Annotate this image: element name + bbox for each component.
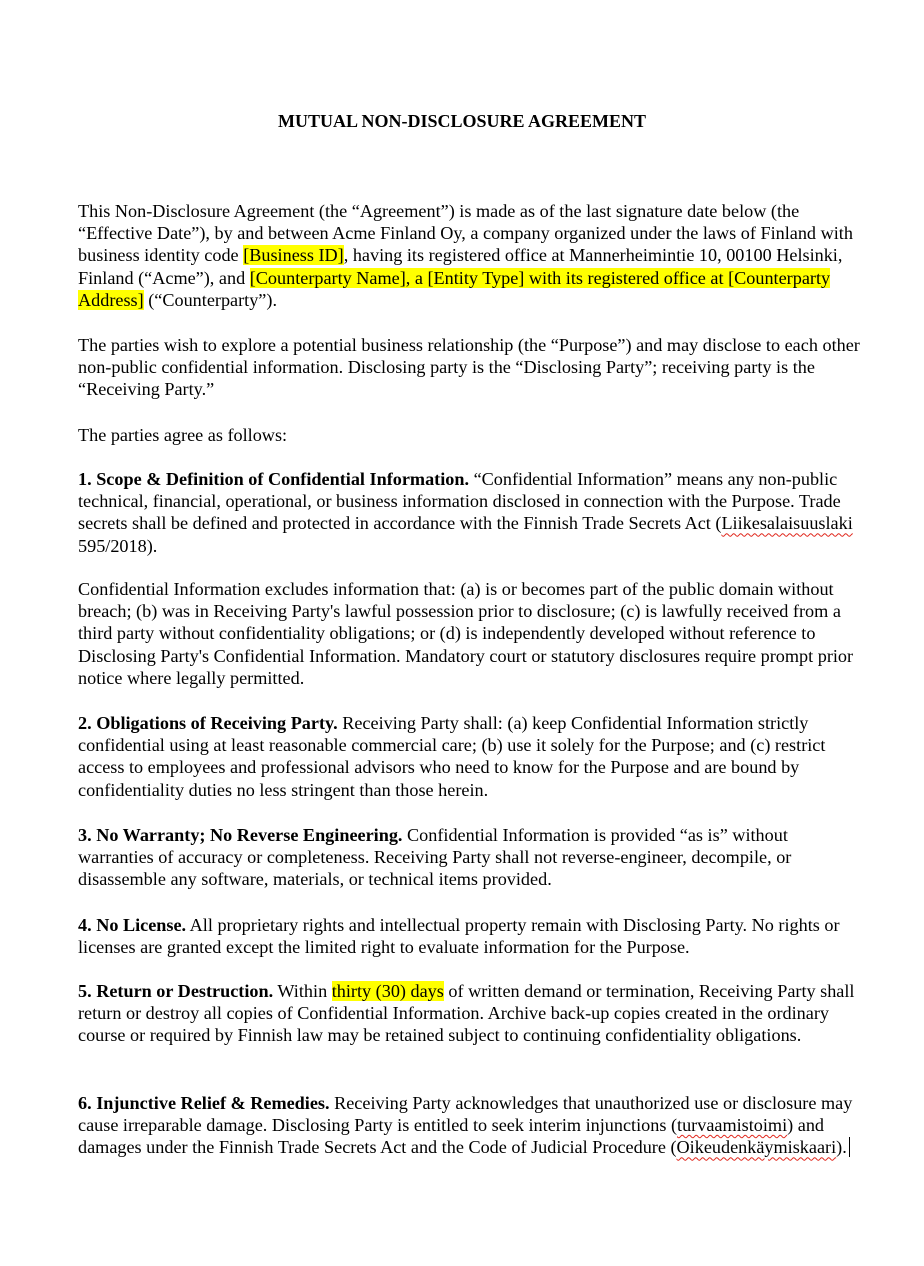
- section-6-text-2: ) and damages under the Finnish Trade Secrets Act and the Code of Judicial Procedure (: [78, 1115, 825, 1158]
- business-id-placeholder: [Business ID]: [243, 245, 344, 266]
- intro-paragraph[interactable]: [78, 200, 868, 311]
- section-5-paragraph[interactable]: [78, 980, 868, 1047]
- section-1-heading: 1. Scope & Definition of Confidential Information.: [78, 469, 470, 489]
- agree-paragraph[interactable]: The parties agree as follows:: [78, 425, 288, 445]
- intro-text-1: This Non-Disclosure Agreement (the “Agreement”) is made as of the last signature date below (the “Effective Date”), by and between Acme Finland Oy, a company organized under the laws of Finland with business identity code: [78, 201, 853, 266]
- section-6-text-3: ).: [836, 1137, 847, 1158]
- section-3-paragraph[interactable]: [78, 824, 868, 891]
- section-2-text: Receiving Party shall: (a) keep Confidential Information strictly confidential using at least reasonable commercial care; (b) use it solely for the Purpose; and (c) restrict access to employees and professional advisors who need to know for the Purpose and are bound by confidentiality duties no less stringent than those herein.: [78, 713, 826, 800]
- section-4-text: All proprietary rights and intellectual property remain with Disclosing Party. No rights or licenses are granted except the limited right to evaluate information for the Purpose.: [78, 915, 840, 958]
- section-2-paragraph[interactable]: [78, 712, 868, 801]
- exclusions-paragraph[interactable]: Confidential Information excludes information that: (a) is or becomes part of the public domain without breach; (b) was in Receiving Party's lawful possession prior to disclosure; (c) is lawfully received from a third party without confidentiality obligations; or (d) is independently developed without reference to Disclosing Party's Confidential Information. Mandatory court or statutory disclosures require prompt prior notice where legally permitted.: [78, 579, 854, 688]
- section-4-heading: 4. No License.: [78, 915, 187, 935]
- days-placeholder: thirty (30) days: [331, 981, 444, 1001]
- section-6-paragraph[interactable]: [78, 1092, 868, 1159]
- section-1-paragraph[interactable]: [78, 468, 868, 557]
- intro-text-2: , having its registered office at Mannerheimintie 10, 00100 Helsinki, Finland (“Acme”), and: [78, 245, 843, 288]
- section-4-paragraph[interactable]: [78, 914, 868, 958]
- document-title: MUTUAL NON-DISCLOSURE AGREEMENT: [277, 111, 647, 131]
- misspelled-term-oikeudenkaymiskaari[interactable]: Oikeudenkäymiskaari: [676, 1137, 837, 1158]
- section-5-text-2: of written demand or termination, Receiving Party shall return or destroy all copies of Confidential Information. Archive back-up copies created in the ordinary course or required by Finnish law may be retained subject to continuing confidentiality obligations.: [78, 981, 855, 1046]
- purpose-paragraph[interactable]: The parties wish to explore a potential business relationship (the “Purpose”) and may disclose to each other non-public confidential information. Disclosing party is the “Disclosing Party”; receiving party is the “Receiving Party.”: [78, 335, 860, 400]
- counterparty-placeholder: [Counterparty Name], a [Entity Type] with its registered office at [Counterparty Address]: [78, 267, 831, 310]
- section-5-text-1: Within: [273, 981, 332, 1001]
- intro-text-3: (“Counterparty”).: [143, 289, 277, 310]
- section-1-text: “Confidential Information” means any non-public technical, financial, operational, or business information disclosed in connection with the Purpose. Trade secrets shall be defined and protected in accordance with the Finnish Trade Secrets Act (: [78, 469, 841, 534]
- misspelled-term-liikesalaisuuslaki[interactable]: Liikesalaisuuslaki: [721, 513, 853, 534]
- section-3-heading: 3. No Warranty; No Reverse Engineering.: [78, 825, 403, 845]
- section-6-heading: 6. Injunctive Relief & Remedies.: [78, 1093, 330, 1113]
- section-6-text-1: Receiving Party acknowledges that unauthorized use or disclosure may cause irreparable damage. Disclosing Party is entitled to seek interim injunctions (: [78, 1093, 853, 1136]
- text-cursor: [849, 1137, 851, 1157]
- section-1-text-end: 595/2018).: [78, 535, 158, 556]
- section-3-text: Confidential Information is provided “as is” without warranties of accuracy or completeness. Receiving Party shall not reverse-engineer, decompile, or disassemble any software, materials, or technical items provided.: [78, 825, 792, 890]
- section-5-heading: 5. Return or Destruction.: [78, 981, 274, 1001]
- section-2-heading: 2. Obligations of Receiving Party.: [78, 713, 338, 733]
- misspelled-term-turvaamistoimi[interactable]: turvaamistoimi: [677, 1115, 788, 1136]
